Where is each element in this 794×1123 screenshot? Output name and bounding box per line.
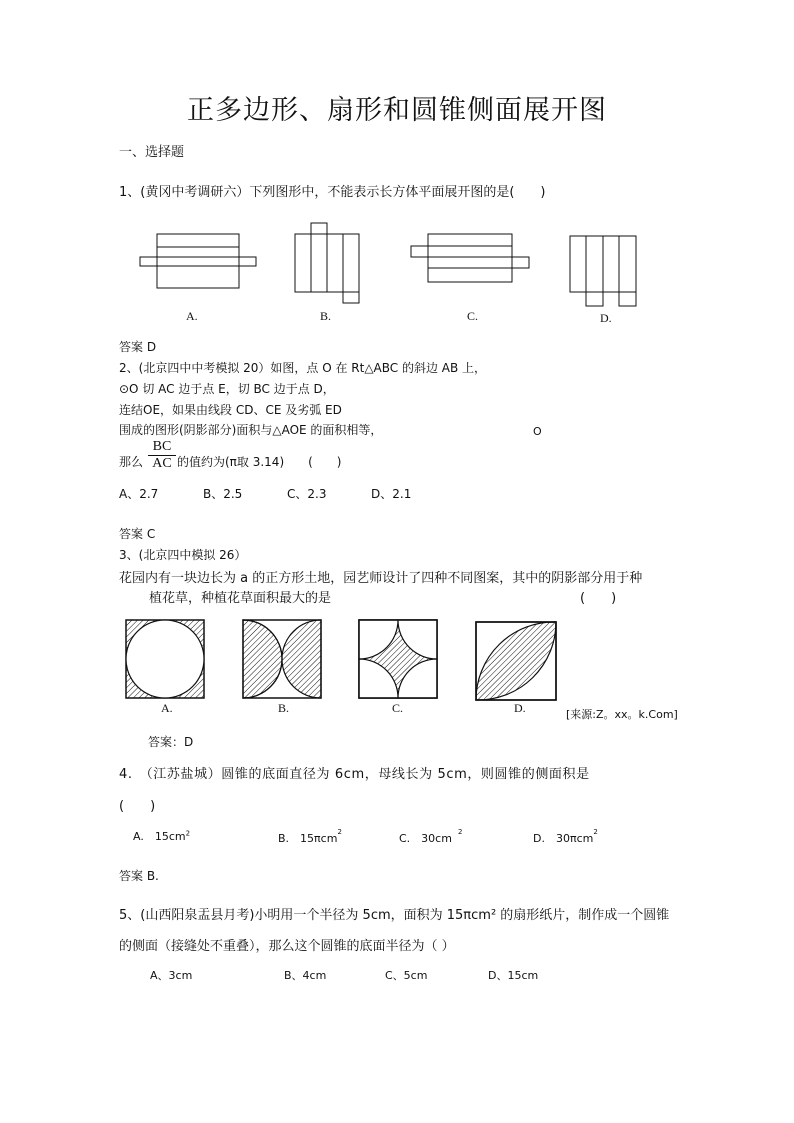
q4-option-a-text: A. 15cm	[133, 830, 186, 843]
q2-line-4: 围成的图形(阴影部分)面积与△AOE 的面积相等，	[119, 423, 383, 437]
q3-paren: ( )	[580, 591, 617, 606]
q4-option-c	[399, 828, 462, 846]
q5-option-b: B、4cm	[284, 969, 327, 982]
q1-stem: 1、(黄冈中考调研六）下列图形中，不能表示长方体平面展开图的是( )	[119, 185, 546, 200]
q5-option-d: D、15cm	[488, 969, 539, 982]
q3-figure-c	[359, 620, 439, 700]
q3-answer: 答案：D	[148, 735, 194, 749]
q2-prefix: 那么	[119, 455, 144, 469]
q5-option-a: A、3cm	[150, 969, 193, 982]
q1-figure-d	[565, 230, 645, 315]
q3-figure-d	[476, 622, 558, 702]
section-heading: 一、选择题	[119, 145, 185, 160]
q1-label-c: C.	[467, 309, 479, 323]
q1-label-d: D.	[600, 311, 612, 325]
q4-option-c-text: C. 30cm	[399, 832, 452, 845]
page-title: 正多边形、扇形和圆锥侧面展开图	[187, 95, 607, 126]
q4-option-d	[533, 828, 598, 846]
q4-option-d-text: D. 30πcm	[533, 832, 594, 845]
q4-option-b-sup: 2	[337, 828, 342, 836]
q1-answer: 答案 D	[119, 340, 157, 354]
q4-paren: ( )	[119, 799, 156, 814]
q1-label-a: A.	[186, 309, 198, 323]
q2-fraction	[148, 439, 176, 472]
q4-option-c-sup: 2	[457, 828, 463, 836]
q3-label-a: A.	[161, 701, 173, 715]
q2-numerator: BC	[152, 439, 172, 454]
q2-line-2: ⊙O 切 AC 边于点 E，切 BC 边于点 D，	[119, 382, 335, 396]
q2-suffix: 的值约为(π取 3.14) ( )	[177, 455, 342, 469]
q2-option-c: C、2.3	[287, 487, 327, 501]
q4-option-a-sup: 2	[185, 829, 191, 838]
q2-option-b: B、2.5	[203, 487, 243, 501]
q3-figure-a	[126, 620, 206, 700]
q4-option-a	[133, 828, 190, 844]
q1-label-b: B.	[320, 309, 332, 323]
q2-denominator: AC	[148, 455, 176, 472]
q2-option-d: D、2.1	[371, 487, 412, 501]
q5-line-2: 的侧面（接缝处不重叠），那么这个圆锥的底面半径为（ ）	[119, 939, 455, 954]
q4-option-b-text: B. 15πcm	[278, 832, 338, 845]
q5-line-1: 5、(山西阳泉盂县月考)小明用一个半径为 5cm，面积为 15πcm² 的扇形纸片，制作成一个圆锥	[119, 908, 670, 923]
q2-figure-label-o: O	[533, 425, 542, 438]
q3-label-d: D.	[514, 701, 526, 715]
q1-figure-c	[408, 228, 538, 308]
q4-option-d-sup: 2	[593, 828, 598, 836]
q2-line-1: 2、(北京四中中考模拟 20）如图，点 O 在 Rt△ABC 的斜边 AB 上，	[119, 361, 487, 375]
q3-label-c: C.	[392, 701, 404, 715]
q3-line-2: 植花草，种植花草面积最大的是	[149, 591, 332, 606]
q4-answer: 答案 B.	[119, 869, 159, 883]
q3-source-note: [来源:Z。xx。k.Com]	[566, 708, 678, 721]
q3-figure-b	[243, 620, 323, 700]
q4-stem: 4. （江苏盐城）圆锥的底面直径为 6cm，母线长为 5cm，则圆锥的侧面积是	[119, 767, 590, 782]
q1-figure-b	[290, 222, 370, 312]
q3-line-1: 花园内有一块边长为 a 的正方形土地，园艺师设计了四种不同图案，其中的阴影部分用于种	[119, 571, 643, 586]
q3-stem: 3、(北京四中模拟 26）	[119, 548, 247, 562]
q4-option-b	[278, 828, 342, 846]
q2-answer: 答案 C	[119, 527, 156, 541]
q5-option-c: C、5cm	[385, 969, 428, 982]
q1-figure-a	[135, 228, 265, 308]
q2-option-a: A、2.7	[119, 487, 159, 501]
q2-line-3: 连结OE，如果由线段 CD、CE 及劣弧 ED	[119, 403, 342, 417]
q3-label-b: B.	[278, 701, 290, 715]
